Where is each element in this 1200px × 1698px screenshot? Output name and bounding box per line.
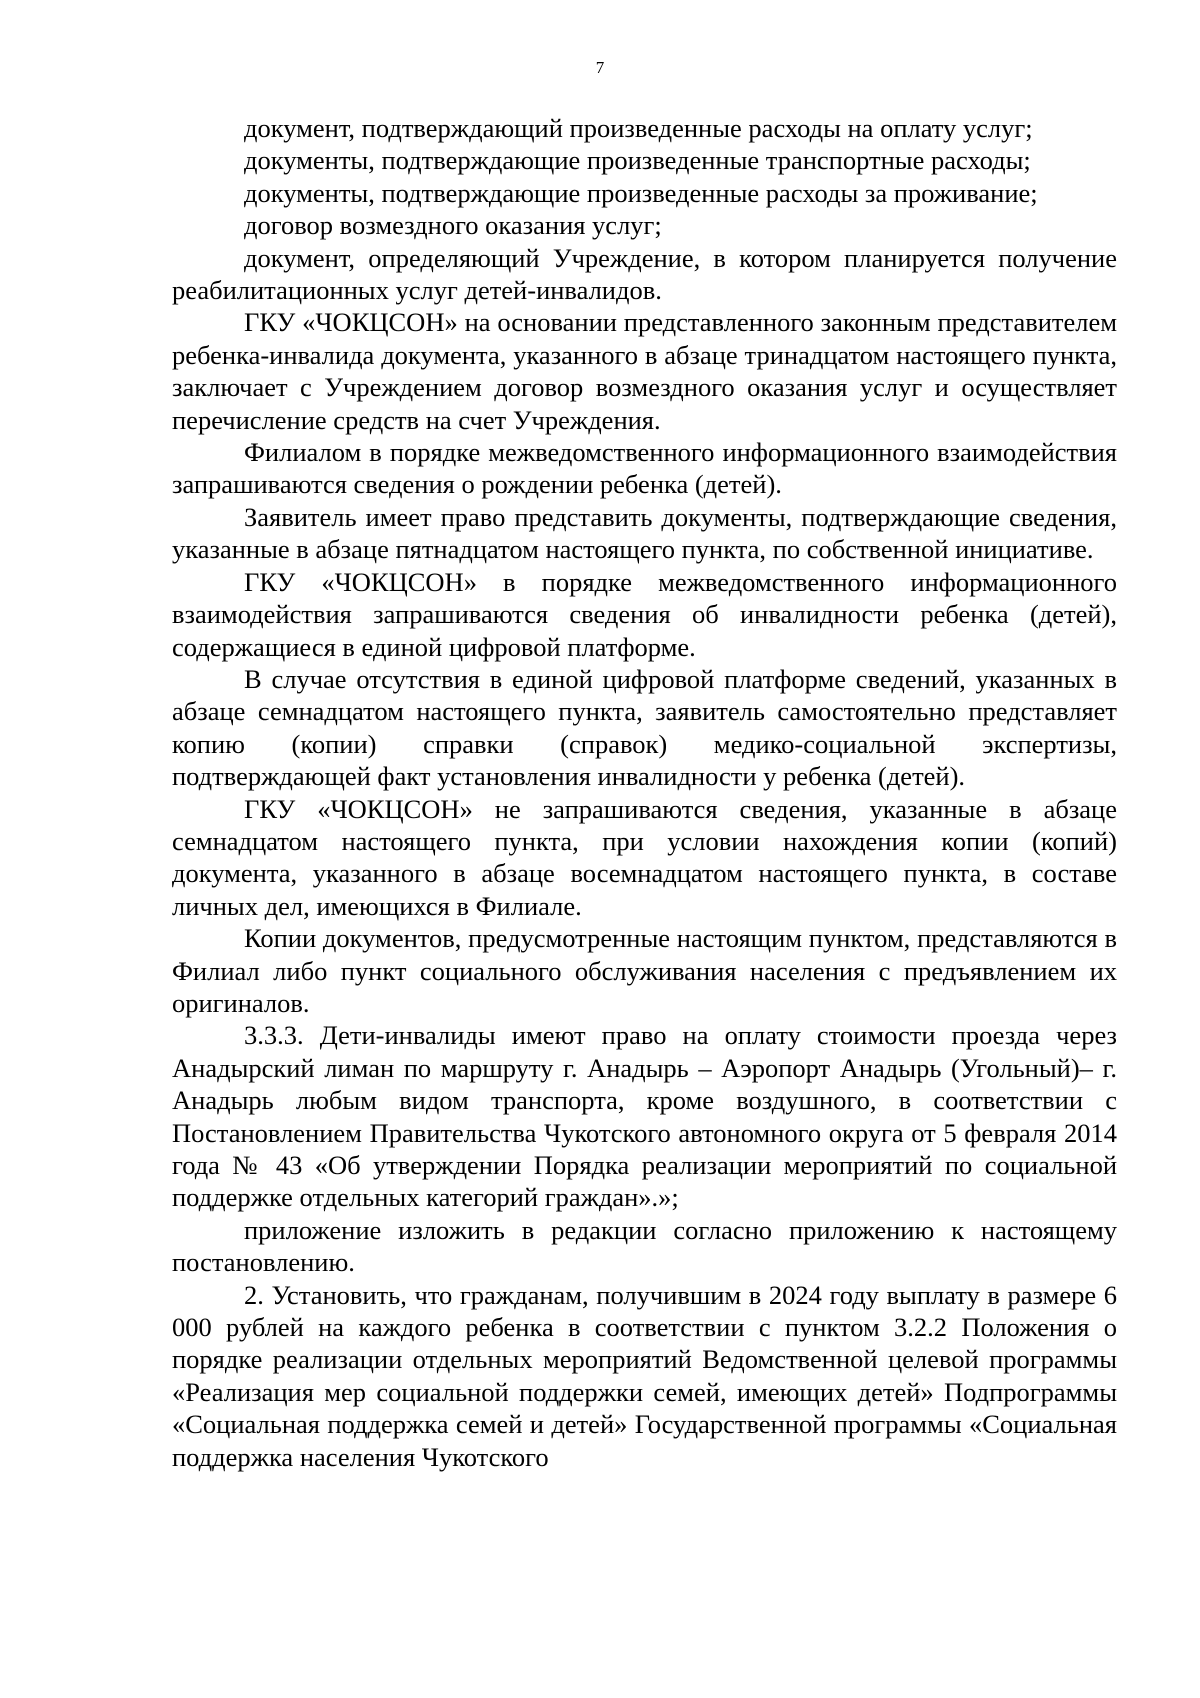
paragraph-payment-document: документ, подтверждающий произведенные расходы на оплату услуг; <box>244 113 1033 143</box>
paragraph-disability-info-request: ГКУ «ЧОКЦСОН» в порядке межведомственного информационного взаимодействия запрашиваются сведения об инвалидности ребенка (детей), содержащиеся в единой цифровой платформе. <box>172 566 1117 662</box>
paragraph-service-contract: договор возмездного оказания услуг; <box>244 210 662 241</box>
paragraph-item-2: 2. Установить, что гражданам, получившим в 2024 году выплату в размере 6 000 рублей на каждого ребенка в соответствии с пунктом 3.2.2 Положения о порядке реализации отдельных мероприятий Ведомственной целевой программы «Реализация мер социальной поддержки семей, имеющих детей» Подпрограммы «Социальная поддержка семей и детей» Государственной программы «Социальная поддержка населения Чукотского <box>172 1279 1117 1472</box>
paragraph-copies-submission: Копии документов, предусмотренные настоящим пунктом, представляются в Филиал либо пункт социального обслуживания населения с предъявлением их оригиналов. <box>172 923 1117 1018</box>
document-body <box>172 112 1117 1473</box>
paragraph-appendix-edit: приложение изложить в редакции согласно приложению к настоящему постановлению. <box>172 1214 1117 1278</box>
paragraph-gku-contract: ГКУ «ЧОКЦСОН» на основании представленного законным представителем ребенка-инвалида документа, указанного в абзаце тринадцатом настоящего пункта, заключает с Учреждением договор возмездного оказания услуг и осуществляет перечисление средств на счет Учреждения. <box>172 307 1117 435</box>
paragraph-no-request-condition: ГКУ «ЧОКЦСОН» не запрашиваются сведения, указанные в абзаце семнадцатом настоящего пункта, при условии нахождения копии (копий) документа, указанного в абзаце восемнадцатом настоящего пункта, в составе личных дел, имеющихся в Филиале. <box>172 793 1117 921</box>
paragraph-absence-of-info: В случае отсутствия в единой цифровой платформе сведений, указанных в абзаце семнадцатом настоящего пункта, заявитель самостоятельно представляет копию (копии) справки (справок) медико-социальной экспертизы, подтверждающей факт установления инвалидности у ребенка (детей). <box>172 663 1117 792</box>
page-number: 7 <box>595 58 605 77</box>
paragraph-birth-info-request: Филиалом в порядке межведомственного информационного взаимодействия запрашиваются сведения о рождении ребенка (детей). <box>172 437 1117 500</box>
paragraph-transport-documents: документы, подтверждающие произведенные транспортные расходы; <box>244 145 1031 176</box>
paragraph-accommodation-documents: документы, подтверждающие произведенные расходы за проживание; <box>244 177 1038 208</box>
paragraph-applicant-right: Заявитель имеет право представить документы, подтверждающие сведения, указанные в абзаце пятнадцатом настоящего пункта, по собственной инициативе. <box>172 501 1117 565</box>
paragraph-institution-document: документ, определяющий Учреждение, в котором планируется получение реабилитационных услуг детей-инвалидов. <box>172 242 1117 306</box>
paragraph-clause-3-3-3: 3.3.3. Дети-инвалиды имеют право на оплату стоимости проезда через Анадырский лиман по маршруту г. Анадырь – Аэропорт Анадырь (Угольный)– г. Анадырь любым видом транспорта, кроме воздушного, в соответствии с Постановлением Правительства Чукотского автономного округа от 5 февраля 2014 года № 43 «Об утверждении Порядка реализации мероприятий по социальной поддержке отдельных категорий граждан».»; <box>172 1020 1117 1213</box>
